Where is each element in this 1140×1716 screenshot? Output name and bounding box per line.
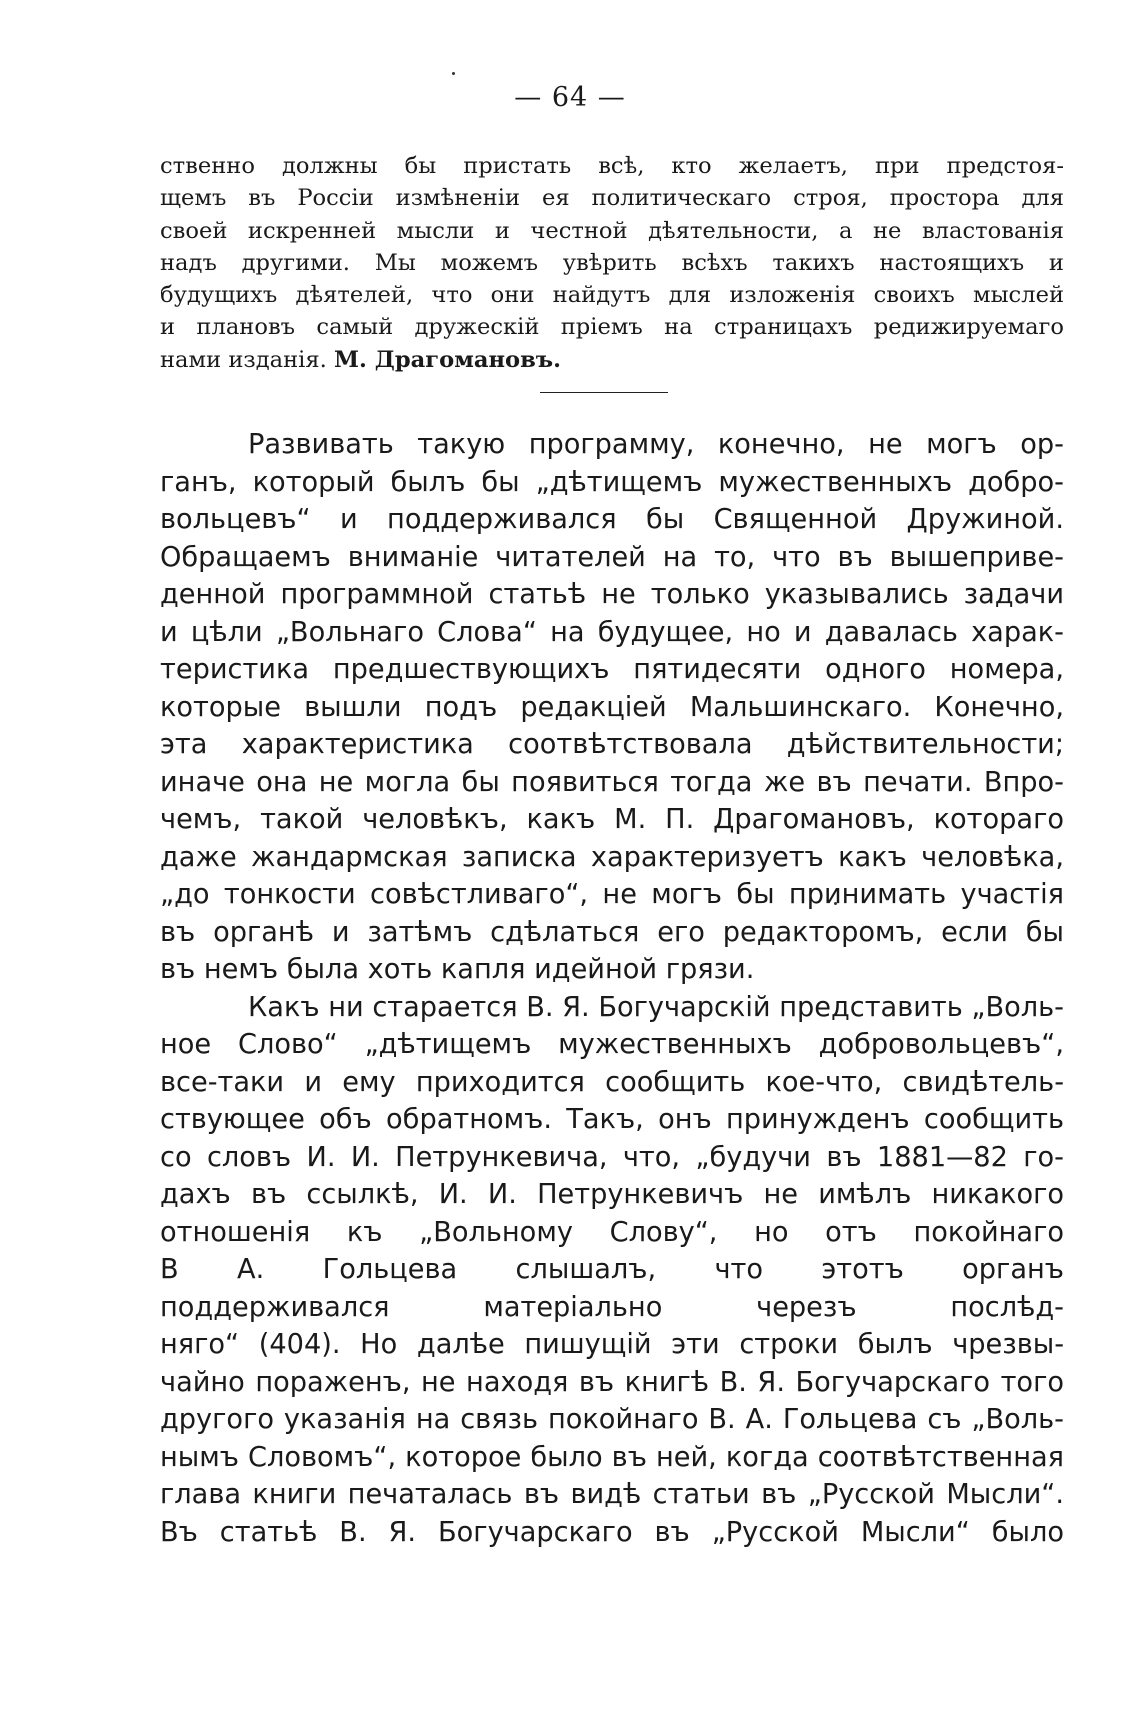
paragraph-1-line: Развивать такую программу, конечно, не могъ ор- [248, 429, 1064, 460]
paragraph-2-line: чайно пораженъ, не находя въ книгѣ В. Я. Богучарскаго того [160, 1366, 1064, 1398]
quote-line-text: нами изданія. [160, 346, 327, 373]
paragraph-2-line: поддерживался матеріально черезъ послѣд- [160, 1291, 1064, 1323]
paragraph-1-line: теристика предшествующихъ пятидесяти одного номера, [160, 654, 1064, 685]
quote-line: щемъ въ Россіи измѣненіи ея политическаго строя, простора для [160, 185, 1064, 212]
paragraph-2-line: другого указанія на связь покойнаго В. А. Гольцева съ „Воль- [160, 1404, 1064, 1435]
paragraph-1-line: иначе она не могла бы появиться тогда же въ печати. Впро- [160, 766, 1064, 798]
signature: М. Драгомановъ. [334, 346, 561, 373]
page-number: — 64 — [514, 82, 626, 113]
paragraph-1-line: въ немъ была хоть капля идейной грязи. [160, 954, 755, 985]
paragraph-1-line: Обращаемъ вниманіе читателей на то, что въ вышеприве- [160, 541, 1064, 573]
paragraph-1-line: и цѣли „Вольнаго Слова“ на будущее, но и давалась харак- [160, 616, 1064, 648]
paragraph-1-line: въ органѣ и затѣмъ сдѣлаться его редакторомъ, если бы [160, 916, 1064, 948]
paragraph-1-line: ганъ, который былъ бы „дѣтищемъ мужественныхъ добро- [160, 466, 1064, 498]
quote-line: будущихъ дѣятелей, что они найдутъ для изложенія своихъ мыслей [160, 282, 1064, 309]
main-text [160, 426, 1064, 1551]
paragraph-1-line: эта характеристика соотвѣтствовала дѣйствительности; [160, 729, 1064, 760]
quote-line: своей искренней мысли и честной дѣятельности, а не властованія [160, 217, 1064, 244]
quote-line: ственно должны бы пристать всѣ, кто желаетъ, при предстоя- [160, 153, 1064, 179]
print-speck [452, 72, 455, 75]
paragraph-2-line: Въ статьѣ В. Я. Богучарскаго въ „Русской Мысли“ было [160, 1516, 1064, 1548]
paragraph-2-line: ствующее объ обратномъ. Такъ, онъ принужденъ сообщить [160, 1104, 1064, 1135]
paragraph-2-line: ное Слово“ „дѣтищемъ мужественныхъ добровольцевъ“, [160, 1029, 1064, 1060]
quote-line: и плановъ самый дружескій пріемъ на страницахъ редижируемаго [160, 314, 1064, 341]
paragraph-2-line: нымъ Словомъ“, которое было въ ней, когда соотвѣтственная [160, 1441, 1064, 1473]
quoted-program-ending [160, 150, 1064, 376]
paragraph-2-line: В А. Гольцева слышалъ, что этотъ органъ [160, 1254, 1064, 1285]
paragraph-2-line: со словъ И. И. Петрункевича, что, „будучи въ 1881—82 го- [160, 1141, 1064, 1173]
paragraph-1-line: денной программной статьѣ не только указывались задачи [160, 579, 1064, 610]
paragraph-1-line: „до тонкости совѣстливаго“, не могъ бы принимать участія [160, 879, 1064, 910]
paragraph-2-line: дахъ въ ссылкѣ, И. И. Петрункевичъ не имѣлъ никакого [160, 1179, 1064, 1210]
quote-line: надъ другими. Мы можемъ увѣрить всѣхъ такихъ настоящихъ и [160, 249, 1064, 276]
paragraph-1-line: чемъ, такой человѣкъ, какъ М. П. Драгомановъ, котораго [160, 804, 1064, 835]
paragraph-1-line: даже жандармская записка характеризуетъ какъ человѣка, [160, 841, 1064, 873]
paragraph-2-line: Какъ ни старается В. Я. Богучарскій представить „Воль- [248, 991, 1064, 1023]
quote-last-line [160, 344, 1064, 376]
paragraph-2-line: все-таки и ему приходится сообщить кое-что, свидѣтель- [160, 1066, 1064, 1098]
paragraph-2-line: отношенія къ „Вольному Слову“, но отъ покойнаго [160, 1216, 1064, 1248]
section-divider [540, 392, 668, 393]
paragraph-2-line: глава книги печаталась въ видѣ статьи въ „Русской Мысли“. [160, 1479, 1064, 1510]
paragraph-1-line: вольцевъ“ и поддерживался бы Священной Дружиной. [160, 504, 1064, 535]
paragraph-2-line: няго“ (404). Но далѣе пишущій эти строки былъ чрезвы- [160, 1329, 1064, 1360]
paragraph-1-line: которые вышли подъ редакціей Мальшинскаго. Конечно, [160, 691, 1064, 723]
